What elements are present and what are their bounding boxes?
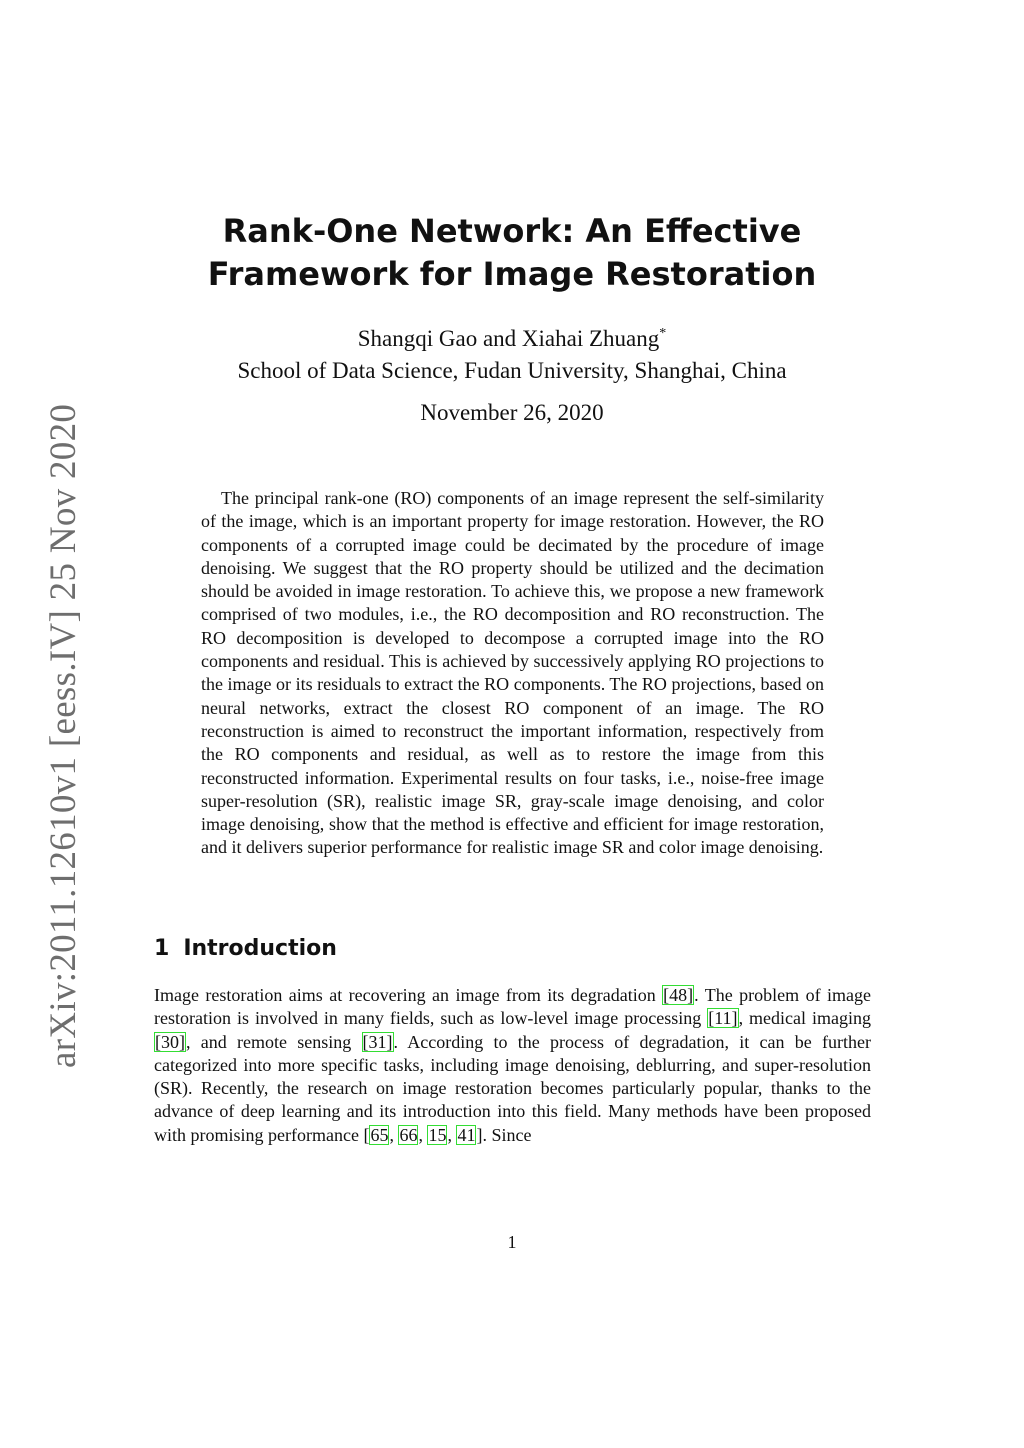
paper-title [0,210,1024,296]
author-affiliation: School of Data Science, Fudan University, Shanghai, China [237,358,787,383]
citation-link-31[interactable]: [31] [362,1031,393,1052]
citation-link-15[interactable]: 15 [428,1124,447,1145]
paper-date: November 26, 2020 [420,400,604,425]
citation-separator: , [447,1124,457,1145]
author-block [0,323,1024,387]
intro-text: , medical imaging [738,1008,871,1029]
intro-text: . According to the process of degradation, it can be further categorized into more specific tasks, including image denoising, deblurring, and super-resolution (SR). Recently, the research on image restoration becomes particularly popular, thanks to the advance of deep learning and its introduction into this field. Many methods have been proposed with promising performance [154,1031,871,1145]
author-names-text: Shangqi Gao and Xiahai Zhuang [357,326,660,351]
citation-link-41[interactable]: 41 [457,1124,476,1145]
citation-bracket-open: [ [363,1124,370,1145]
title-line-2: Framework for Image Restoration [207,255,817,293]
citation-link-11[interactable]: [11] [708,1008,738,1029]
citation-link-48[interactable]: [48] [663,985,694,1005]
page-number: 1 [507,1232,517,1252]
intro-text: , and remote sensing [186,1031,362,1052]
author-names [0,323,1024,355]
citation-link-30[interactable]: [30] [155,1031,185,1052]
section-heading-introduction [154,936,337,961]
section-number: 1 [154,936,170,961]
citation-bracket-close: ] [476,1124,483,1145]
citation-separator: , [389,1124,399,1145]
abstract: The principal rank-one (RO) components of an image represent the self-similarity of the image, which is an important property for image restoration. However, the RO components of a corrupted image could be decimated by the procedure of image denoising. We suggest that the RO property should be utilized and the decimation should be avoided in image restoration. To achieve this, we propose a new framework comprised of two modules, i.e., the RO decomposition and RO reconstruction. The RO decomposition is developed to decompose a corrupted image into the RO components and residual. This is achieved by successively applying RO projections to the image or its residuals to extract the RO components. The RO projections, based on neural networks, extract the closest RO component of an image. The RO reconstruction is aimed to reconstruct the important information, respectively from the RO components and residual, as well as to restore the image from this reconstructed information. Experimental results on four tasks, i.e., noise-free image super-resolution (SR), realistic image SR, gray-scale image denoising, and color image denoising, show that the method is effective and efficient for image restoration, and it delivers superior performance for realistic image SR and color image denoising. [201,488,824,858]
citation-separator: , [418,1124,428,1145]
arxiv-identifier: arXiv:2011.12610v1 [eess.IV] 25 Nov 2020 [43,403,84,1068]
citation-link-66[interactable]: 66 [399,1124,418,1145]
intro-text: Image restoration aims at recovering an image from its degradation [154,985,663,1005]
corresponding-author-mark: * [659,326,667,341]
intro-text: . The problem of image restoration is involved in many fields, such as low-level image processing [154,985,871,1029]
title-line-1: Rank-One Network: An Effective [222,212,802,250]
intro-text: . Since [482,1124,532,1145]
section-title: Introduction [183,936,337,961]
citation-link-65[interactable]: 65 [370,1124,389,1145]
introduction-paragraph [154,984,871,1147]
